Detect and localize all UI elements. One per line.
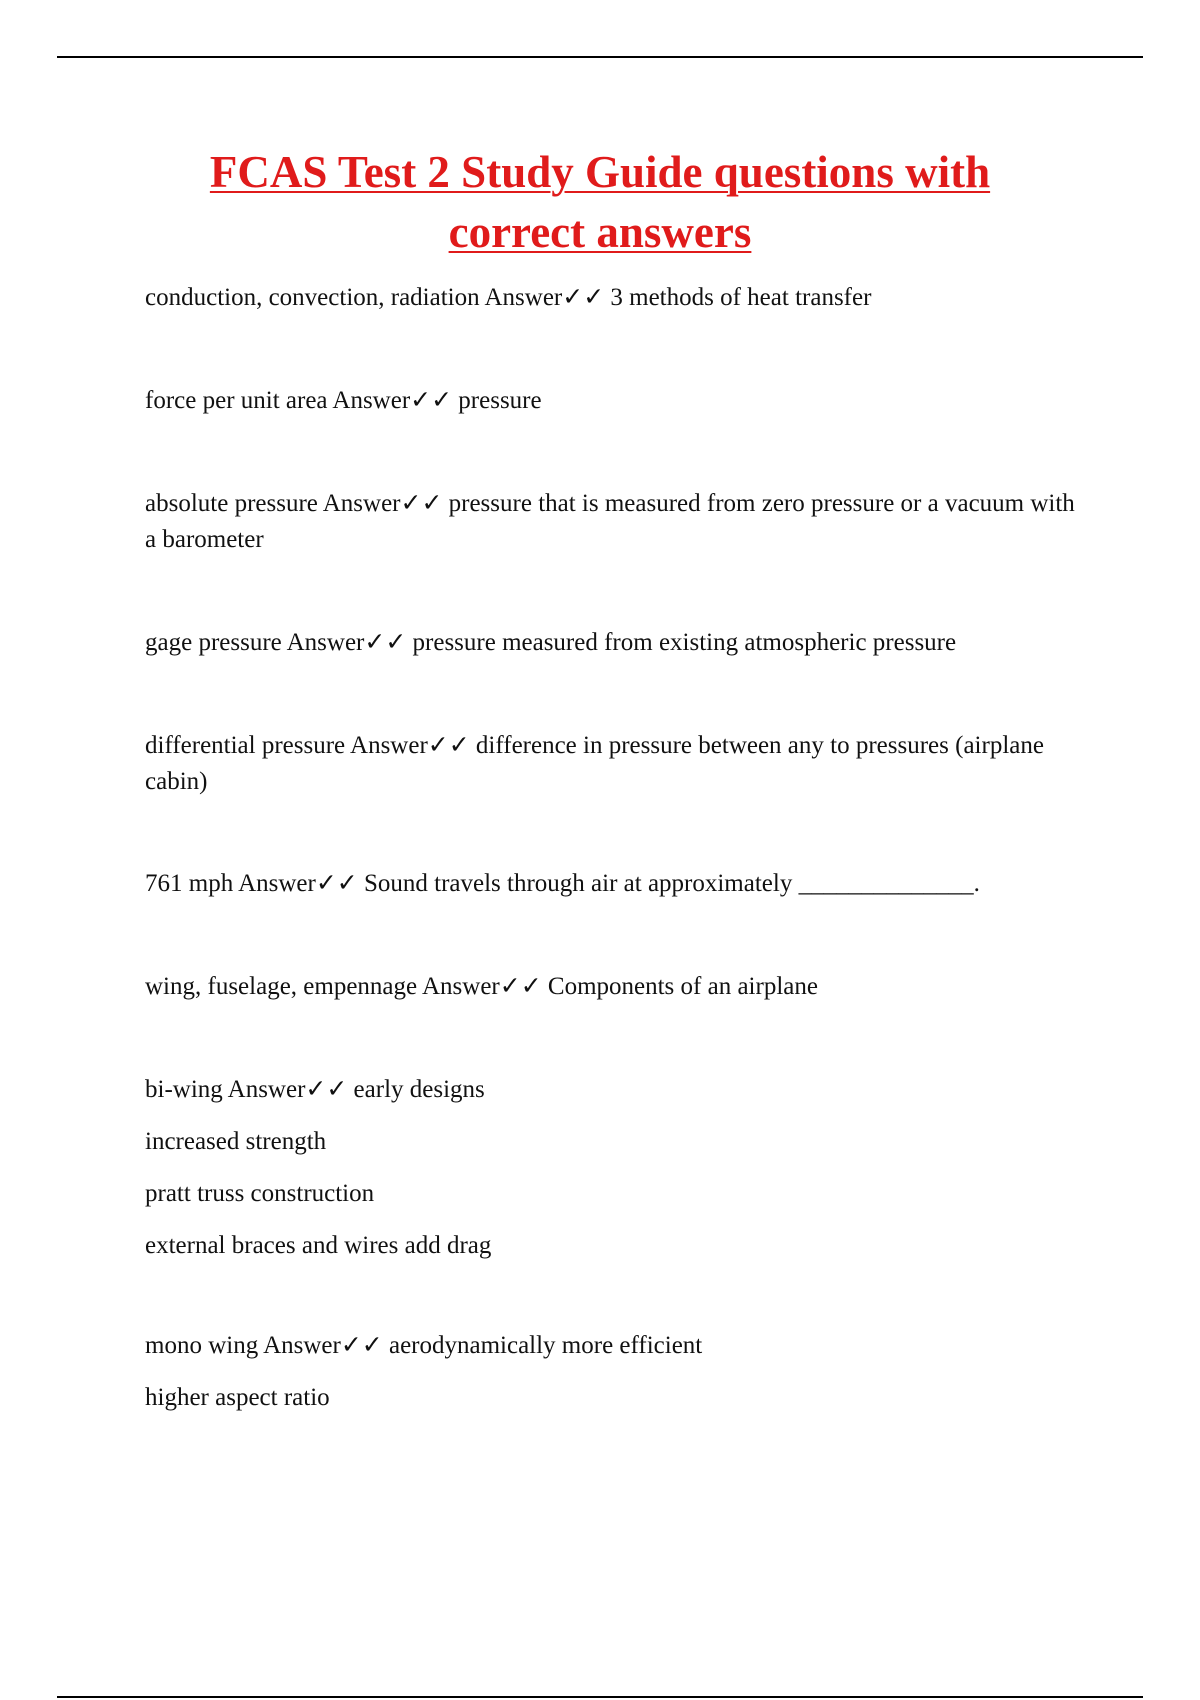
qa-entry-detail: higher aspect ratio xyxy=(145,1384,330,1411)
qa-entry-detail: increased strength xyxy=(145,1128,327,1155)
qa-entry-4 xyxy=(145,625,1075,661)
title-line-1: FCAS Test 2 Study Guide questions with xyxy=(209,147,991,197)
title-line-2: correct answers xyxy=(448,207,752,257)
qa-entry-detail: external braces and wires add drag xyxy=(145,1232,492,1259)
qa-entry-7 xyxy=(145,969,1075,1005)
header-rule xyxy=(57,56,1143,58)
qa-entry-1 xyxy=(145,280,1075,316)
qa-entry-text: mono wing Answer✓✓ aerodynamically more efficient xyxy=(145,1332,703,1359)
qa-entry-detail: pratt truss construction xyxy=(145,1180,375,1207)
footer-rule xyxy=(57,1696,1143,1698)
document-title xyxy=(100,142,1100,262)
qa-entry-8 xyxy=(145,1072,1075,1264)
qa-entry-text: 761 mph Answer✓✓ Sound travels through air at approximately ______________. xyxy=(145,870,980,897)
qa-entry-text: differential pressure Answer✓✓ difference in pressure between any to pressures (airplane cabin) xyxy=(145,732,1044,795)
qa-entry-text: bi-wing Answer✓✓ early designs xyxy=(145,1076,485,1103)
qa-entry-9 xyxy=(145,1328,1075,1416)
qa-entry-text: force per unit area Answer✓✓ pressure xyxy=(145,387,542,414)
qa-entry-text: wing, fuselage, empennage Answer✓✓ Components of an airplane xyxy=(145,973,818,1000)
qa-entry-text: gage pressure Answer✓✓ pressure measured from existing atmospheric pressure xyxy=(145,629,957,656)
qa-entry-6 xyxy=(145,866,1075,902)
qa-entry-text: absolute pressure Answer✓✓ pressure that is measured from zero pressure or a vacuum with a barometer xyxy=(145,490,1075,553)
qa-entry-5 xyxy=(145,728,1075,800)
qa-entry-text: conduction, convection, radiation Answer✓✓ 3 methods of heat transfer xyxy=(145,284,872,311)
qa-entry-2 xyxy=(145,383,1075,419)
qa-entry-3 xyxy=(145,486,1075,558)
